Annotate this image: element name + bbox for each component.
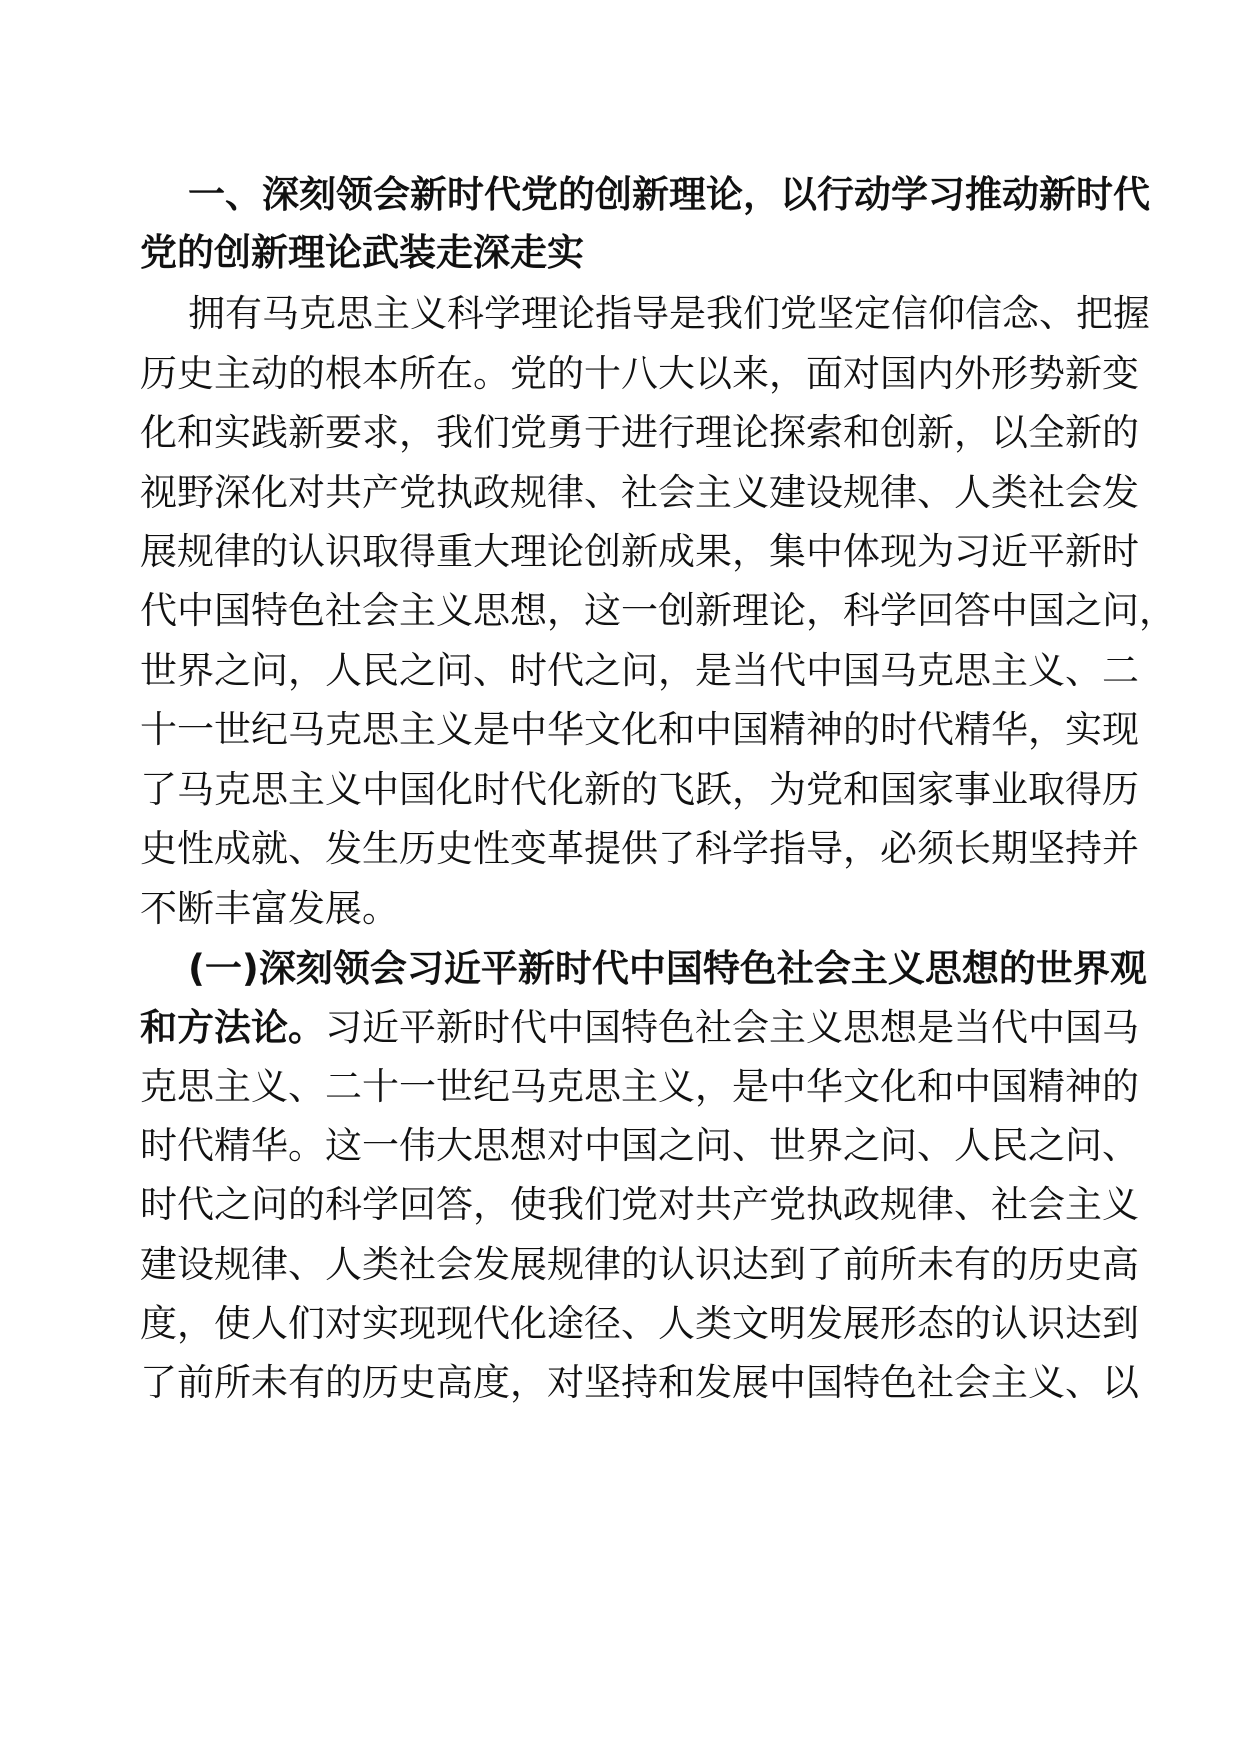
paragraph-1-line-5: 展规律的认识取得重大理论创新成果，集中体现为习近平新时 [140, 530, 1139, 573]
paragraph-2-line-5: 度，使人们对实现现代化途径、人类文明发展形态的认识达到 [140, 1302, 1139, 1345]
paragraph-1-line-3: 化和实践新要求，我们党勇于进行理论探索和创新，以全新的 [140, 411, 1139, 454]
section-heading-line-1: 一、深刻领会新时代党的创新理论，以行动学习推动新时代 [188, 173, 1150, 216]
subheading-bold-title: 和方法论。 [140, 1006, 325, 1049]
paragraph-1-line-1: 拥有马克思主义科学理论指导是我们党坚定信仰信念、把握 [188, 292, 1150, 335]
section-heading-line-2: 党的创新理论武装走深走实 [140, 231, 584, 274]
paragraph-1-line-7: 世界之问，人民之问、时代之问，是当代中国马克思主义、二 [140, 649, 1139, 692]
paragraph-2-line-2: 时代精华。这一伟大思想对中国之问、世界之问、人民之问、 [140, 1124, 1139, 1167]
subheading-body-start: 习近平新时代中国特色社会主义思想是当代中国马 [325, 1006, 1139, 1049]
paragraph-1-line-2: 历史主动的根本所在。党的十八大以来，面对国内外形势新变 [140, 352, 1139, 395]
paragraph-1-line-11: 不断丰富发展。 [140, 887, 399, 930]
paragraph-1-line-10: 史性成就、发生历史性变革提供了科学指导，必须长期坚持并 [140, 827, 1139, 870]
paragraph-2-line-4: 建设规律、人类社会发展规律的认识达到了前所未有的历史高 [140, 1243, 1139, 1286]
subheading-line-1: (一)深刻领会习近平新时代中国特色社会主义思想的世界观 [188, 947, 1147, 990]
paragraph-1-line-9: 了马克思主义中国化时代化新的飞跃，为党和国家事业取得历 [140, 768, 1139, 811]
paragraph-1-line-6: 代中国特色社会主义思想，这一创新理论，科学回答中国之问， [140, 589, 1176, 632]
paragraph-1-line-4: 视野深化对共产党执政规律、社会主义建设规律、人类社会发 [140, 471, 1139, 514]
paragraph-2-line-3: 时代之问的科学回答，使我们党对共产党执政规律、社会主义 [140, 1183, 1139, 1226]
paragraph-2-line-1: 克思主义、二十一世纪马克思主义，是中华文化和中国精神的 [140, 1065, 1139, 1108]
paragraph-1-line-8: 十一世纪马克思主义是中华文化和中国精神的时代精华，实现 [140, 708, 1139, 751]
paragraph-2-line-6: 了前所未有的历史高度，对坚持和发展中国特色社会主义、以 [140, 1361, 1139, 1404]
